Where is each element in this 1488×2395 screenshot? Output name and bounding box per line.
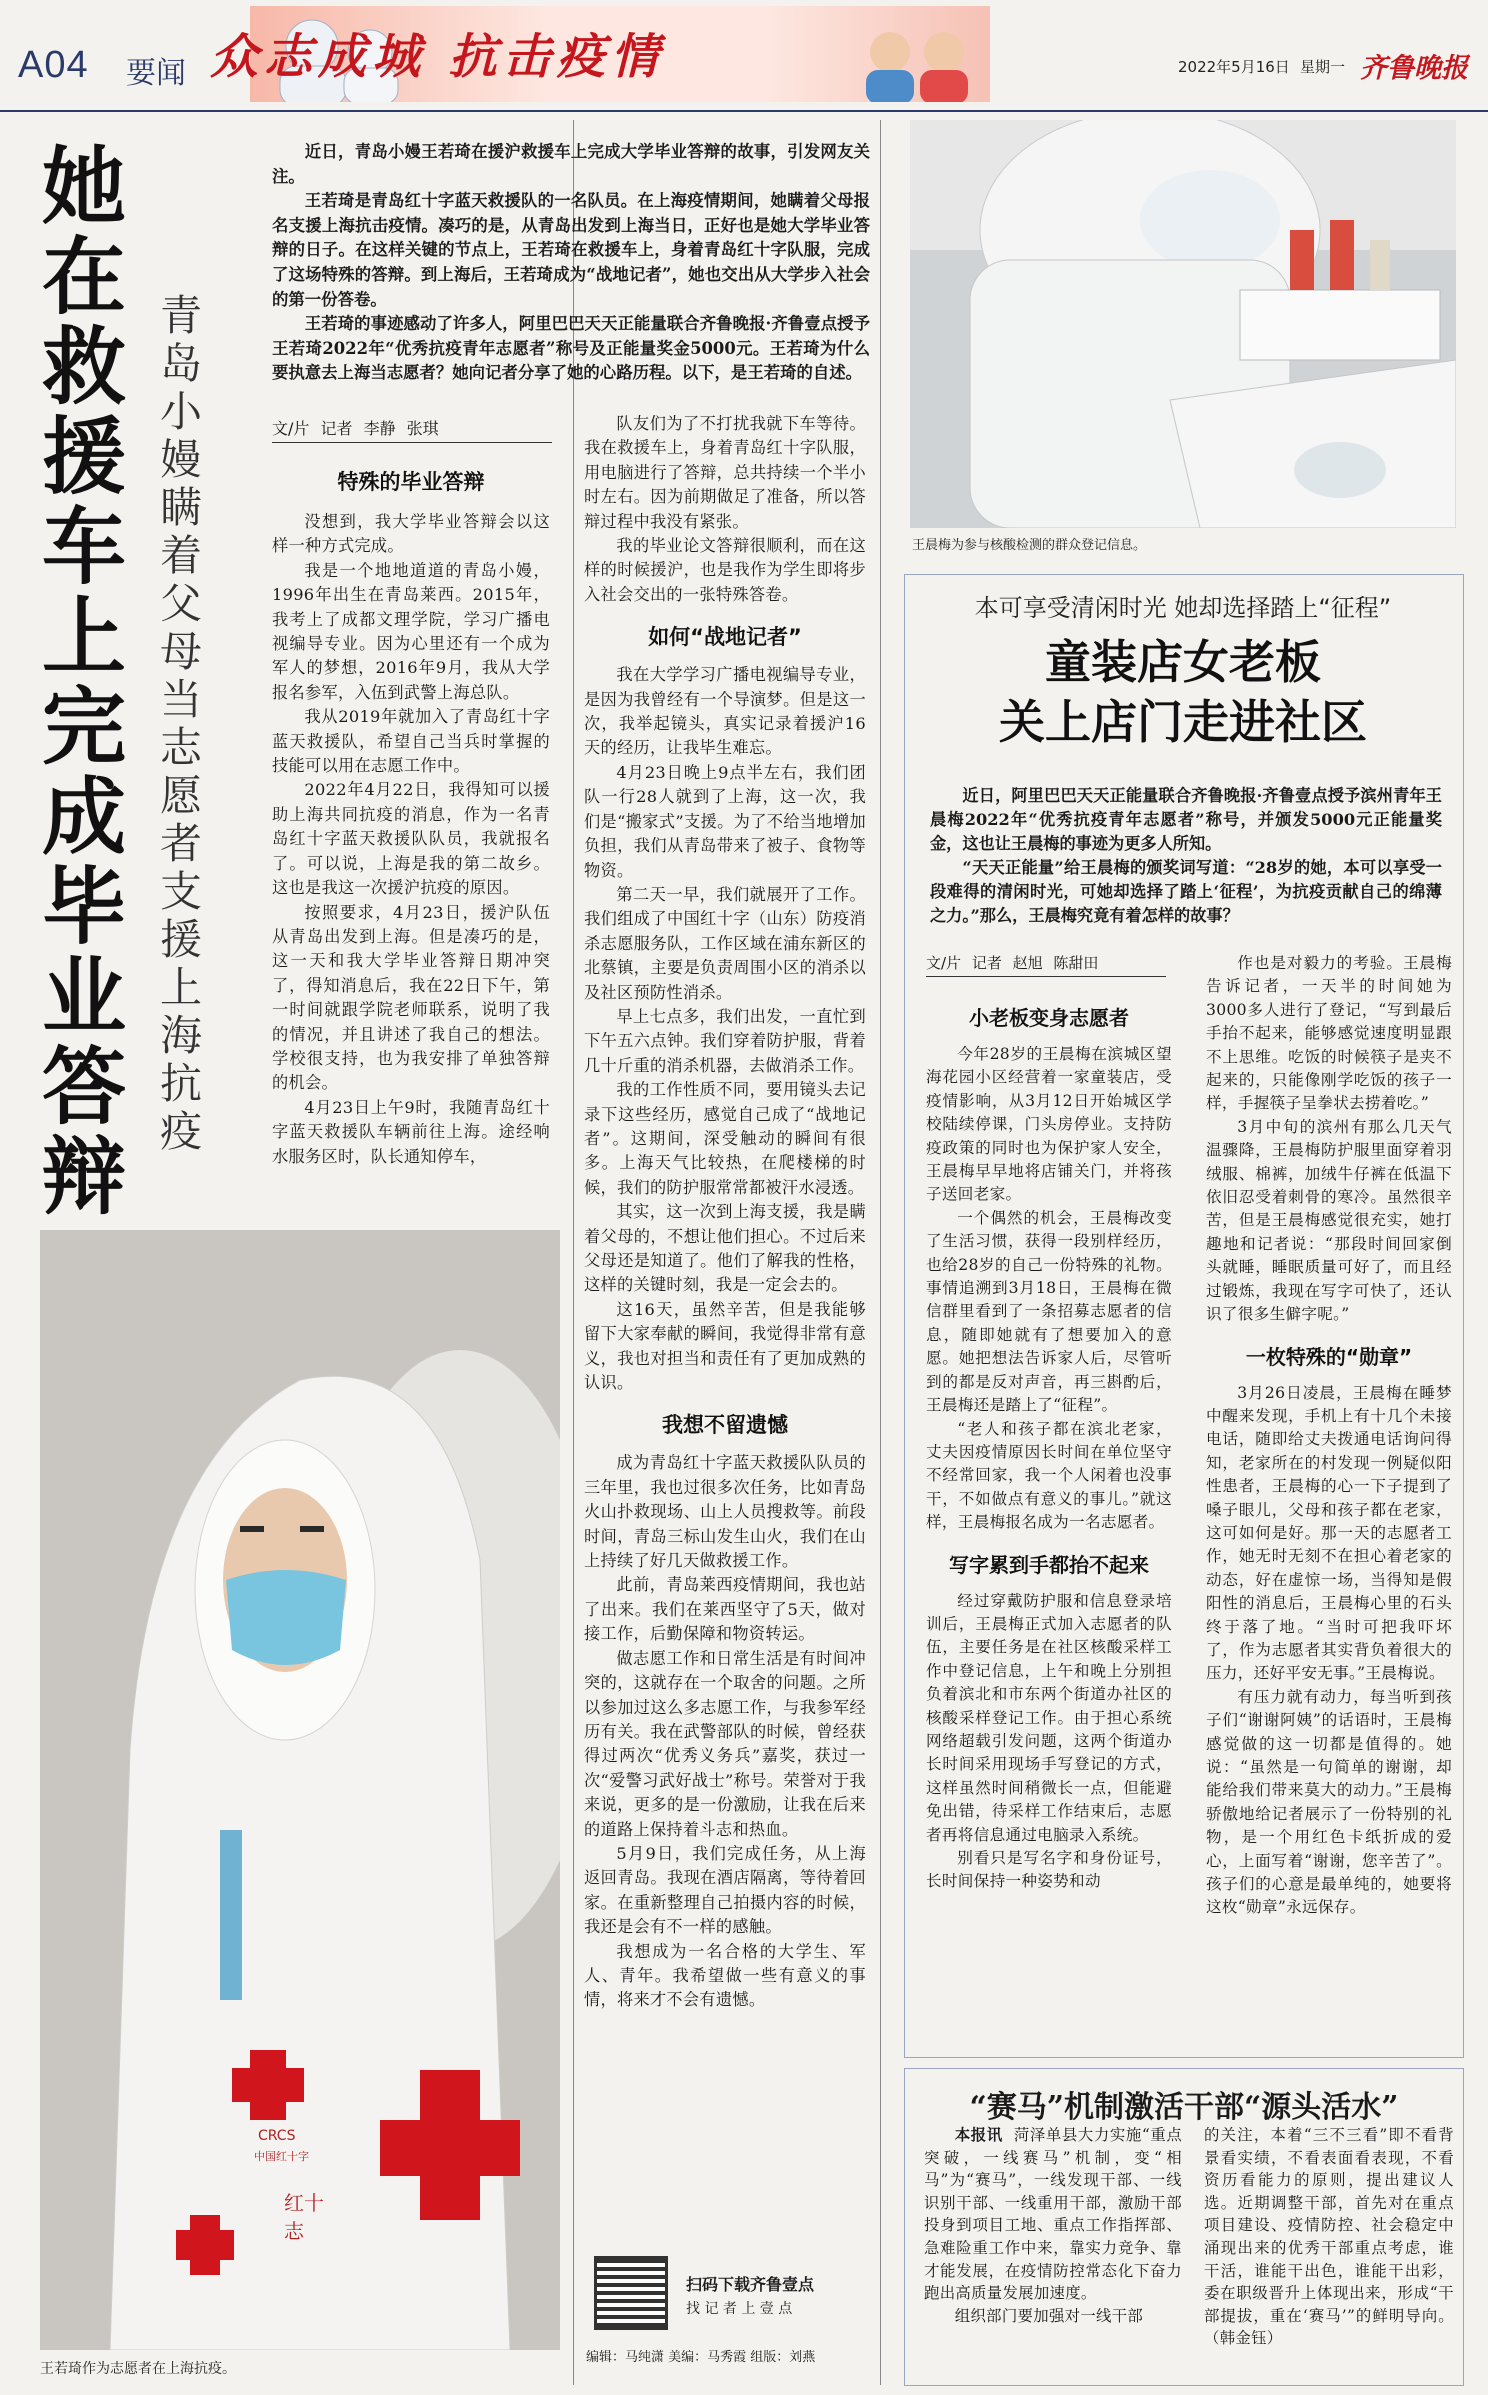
main-intro xyxy=(272,140,870,386)
main-column-b xyxy=(584,412,866,2013)
volunteer-illustration xyxy=(40,1230,560,2350)
banner-slogan: 众志成城 抗击疫情 xyxy=(210,29,665,85)
intro-paragraph: “天天正能量”给王晨梅的颁奖词写道：“28岁的她，本可以享受一段难得的清闲时光，可她却选择了踏上‘征程’，为抗疫贡献自己的绵薄之力。”那么，王晨梅究竟有着怎样的故事？ xyxy=(930,858,1442,925)
headline-line: 关上店门走进社区 xyxy=(999,695,1367,749)
main-photo-caption: 王若琦作为志愿者在上海抗疫。 xyxy=(40,2361,236,2377)
header-rule xyxy=(0,110,1488,112)
main-photo xyxy=(40,1230,560,2350)
main-subhead: 青岛小嫚瞒着父母当志愿者支援上海抗疫 xyxy=(160,291,203,1156)
brief-author: （韩金钰） xyxy=(1204,2329,1283,2348)
paragraph: 别看只是写名字和身份证号，长时间保持一种姿势和动 xyxy=(926,1849,1172,1891)
paragraph: 我的工作性质不同，要用镜头去记录下这些经历，感觉自己成了“战地记者”。这期间，深受触动的瞬间有很多。上海天气比较热，在爬楼梯的时候，我们的防护服常常都被汗水浸透。 xyxy=(584,1080,866,1197)
paragraph: 这16天，虽然辛苦，但是我能够留下大家奉献的瞬间，我觉得非常有意义，我也对担当和责任有了更加成熟的认识。 xyxy=(584,1299,866,1393)
column-divider xyxy=(573,120,574,2385)
brief-text: 菏泽单县大力实施“重点突破，一线赛马”机制，变“相马”为“赛马”，一线发现干部、一线识别干部、一线重用干部，激励干部投身到项目工地、重点工作指挥部、急难险重工作中来，靠实力竞争、靠才能发展，在疫情防控常态化下奋力跑出高质量发展加速度。 xyxy=(924,2126,1183,2303)
paragraph: 3月中旬的滨州有那么几天气温骤降，王晨梅防护服里面穿着羽绒服、棉裤，加绒牛仔裤在低温下依旧忍受着刺骨的寒冷。虽然很辛苦，但是王晨梅感觉很充实，她打趣地和记者说：“那段时间回家倒头就睡，睡眠质量可好了，而且经过锻炼，我现在写字可快了，还认识了很多生僻字呢。” xyxy=(1206,1117,1452,1324)
column-divider xyxy=(880,120,881,2385)
brief-text: 的关注，本着“三不三看”即不看背景看实绩，不看表面看表现，不看资历看能力的原则，提出建议人选。近期调整干部，首先对在重点项目建设、疫情防控、社会稳定中涌现出来的优秀干部重点考虑，谁干活，谁能干出色，谁能干出彩，委在职级晋升上体现出来，形成“干部提拔，重在‘赛马’”的鲜明导向。 xyxy=(1204,2126,1454,2325)
qr-sub: 找 记 者 上 壹 点 xyxy=(686,2301,793,2317)
vest-text: 红十 xyxy=(284,2191,324,2215)
right-photo-caption: 王晨梅为参与核酸检测的群众登记信息。 xyxy=(912,538,1147,553)
paragraph: 2022年4月22日，我得知可以援助上海共同抗疫的消息，作为一名青岛红十字蓝天救援队队员，我就报名了。可以说，上海是我的第二故乡。这也是我这一次援沪抗疫的原因。 xyxy=(272,780,550,898)
paragraph: 此前，青岛莱西疫情期间，我也站了出来。我们在莱西坚守了5天，做对接工作，后勤保障和物资转运。 xyxy=(584,1575,866,1644)
subheading: 小老板变身志愿者 xyxy=(969,1006,1129,1030)
right-photo xyxy=(910,120,1456,528)
section-label: 要闻 xyxy=(126,56,186,91)
paragraph: 我想成为一名合格的大学生、军人、青年。我希望做一些有意义的事情，将来才不会有遗憾。 xyxy=(584,1941,866,2010)
paragraph: 作也是对毅力的考验。王晨梅告诉记者，一天半的时间她为3000多人进行了登记，“写到最后手抬不起来，能够感觉速度明显跟不上思维。吃饭的时候筷子是夹不起来的，只能像刚学吃饭的孩子一样，手握筷子呈拳状去捞着吃。” xyxy=(1206,954,1452,1113)
paragraph: “老人和孩子都在滨北老家，丈夫因疫情原因长时间在单位坚守不经常回家，我一个人闲着也没事干，不如做点有意义的事儿。”就这样，王晨梅报名成为一名志愿者。 xyxy=(926,1419,1172,1532)
paragraph xyxy=(1204,2124,1454,2350)
right-kicker: 本可享受清闲时光 她却选择踏上“征程” xyxy=(974,594,1392,622)
byline-rule xyxy=(926,976,1166,977)
editors: 编辑：马纯潇 美编：马秀霞 组版：刘燕 xyxy=(586,2350,816,2365)
issue-weekday: 星期一 xyxy=(1300,58,1346,76)
main-headline: 她在救援车上完成毕业答辩 xyxy=(42,137,127,1226)
brief-headline: “赛马”机制激活干部“源头活水” xyxy=(969,2090,1399,2125)
intro-paragraph: 近日，阿里巴巴天天正能量联合齐鲁晚报·齐鲁壹点授予滨州青年王晨梅2022年“优秀抗疫青年志愿者”称号，并颁发5000元正能量奖金，这也让王晨梅的事迹为更多人所知。 xyxy=(930,786,1442,853)
right-byline: 文/片 记者 赵旭 陈甜田 xyxy=(926,954,1099,972)
paragraph: 组织部门要加强对一线干部 xyxy=(954,2306,1144,2325)
paragraph: 一个偶然的机会，王晨梅改变了生活习惯，获得一段别样经历，也给28岁的自己一份特殊的礼物。事情追溯到3月18日，王晨梅在微信群里看到了一条招募志愿者的信息，随即她就有了想要加入的意愿。她把想法告诉家人后，尽管听到的都是反对声音，再三斟酌后，王晨梅还是踏上了“征程”。 xyxy=(926,1208,1172,1415)
intro-paragraph: 王若琦的事迹感动了许多人，阿里巴巴天天正能量联合齐鲁晚报·齐鲁壹点授予王若琦2022年“优秀抗疫青年志愿者”称号及正能量奖金5000元。王若琦为什么要执意去上海当志愿者？她向记者分享了她的心路历程。以下，是王若琦的自述。 xyxy=(272,314,870,383)
qr-label: 扫码下载齐鲁壹点 xyxy=(686,2275,815,2294)
paragraph: 4月23日上午9时，我随青岛红十字蓝天救援队车辆前往上海。途经响水服务区时，队长通知停车， xyxy=(272,1097,550,1166)
registration-illustration xyxy=(910,120,1456,528)
paragraph: 第二天一早，我们就展开了工作。我们组成了中国红十字（山东）防疫消杀志愿服务队，工作区域在浦东新区的北蔡镇，主要是负责周围小区的消杀以及社区预防性消杀。 xyxy=(584,884,866,1002)
intro-paragraph: 王若琦是青岛红十字蓝天救援队的一名队员。在上海疫情期间，她瞒着父母报名支援上海抗击疫情。凑巧的是，从青岛出发到上海当日，正好也是她大学毕业答辩的日子。在这样关键的节点上，王若琦在救援车上，身着青岛红十字队服，完成了这场特殊的答辩。到上海后，王若琦成为“战地记者”，她也交出从大学步入社会的第一份答卷。 xyxy=(272,191,870,309)
subheading: 我想不留遗憾 xyxy=(662,1413,788,1438)
paragraph: 有压力就有动力，每当听到孩子们“谢谢阿姨”的话语时，王晨梅感觉做的这一切都是值得的。她说：“虽然是一句简单的谢谢，却能给我们带来莫大的动力。”王晨梅骄傲地给记者展示了一份特别的礼物，是一个用红色卡纸折成的爱心，上面写着“谢谢，您辛苦了”。孩子们的心意是最单纯的，她要将这枚“勋章”永远保存。 xyxy=(1206,1687,1452,1917)
right-intro xyxy=(930,784,1442,928)
brief-column-2 xyxy=(1204,2124,1454,2350)
paper-name: 齐鲁晚报 xyxy=(1360,53,1468,84)
paragraph: 经过穿戴防护服和信息登录培训后，王晨梅正式加入志愿者的队伍，主要任务是在社区核酸采样工作中登记信息，上午和晚上分别担负着滨北和市东两个街道办社区的核酸采样登记工作。由于担心系统网络超载引发问题，这两个街道办长时间采用现场手写登记的方式，这样虽然时间稍微长一点，但能避免出错，待采样工作结束后，志愿者再将信息通过电脑录入系统。 xyxy=(926,1591,1172,1844)
paragraph: 其实，这一次到上海支援，我是瞒着父母的，不想让他们担心。不过后来父母还是知道了。他们了解我的性格，这样的关键时刻，我是一定会去的。 xyxy=(584,1202,866,1295)
right-headline xyxy=(908,632,1458,752)
paragraph: 今年28岁的王晨梅在滨城区望海花园小区经营着一家童装店，受疫情影响，从3月12日开始城区学校陆续停课，门头房停业。支持防疫政策的同时也为保护家人安全，王晨梅早早地将店铺关门，并将孩子送回老家。 xyxy=(926,1045,1172,1204)
paragraph: 做志愿工作和日常生活是有时间冲突的，这就存在一个取舍的问题。之所以参加过这么多志愿工作，与我参军经历有关。我在武警部队的时候，曾经获得过两次“优秀义务兵”嘉奖，获过一次“爱警习武好战士”称号。荣誉对于我来说，更多的是一份激励，让我在后来的道路上保持着斗志和热血。 xyxy=(584,1648,866,1839)
right-column-c xyxy=(926,992,1172,1894)
vest-text: 中国红十字 xyxy=(254,2150,309,2163)
main-byline: 文/片 记者 李静 张琪 xyxy=(272,419,439,438)
subheading: 特殊的毕业答辩 xyxy=(337,470,485,494)
byline-rule xyxy=(272,442,552,443)
vest-text: 志 xyxy=(284,2219,304,2243)
paragraph: 我的毕业论文答辩很顺利，而在这样的时候援沪，也是我作为学生即将步入社会交出的一张特殊答卷。 xyxy=(584,536,866,604)
paragraph: 按照要求，4月23日，援沪队伍从青岛出发到上海。但是凑巧的是，这一天和我大学毕业答辩日期冲突了，得知消息后，我在22日下午，第一时间就跟学院老师联系，说明了我的情况，并且讲述了我自己的想法。学校很支持，也为我安排了单独答辩的机会。 xyxy=(272,902,550,1093)
paragraph: 3月26日凌晨，王晨梅在睡梦中醒来发现，手机上有十几个未接电话，随即给丈夫拨通电话询问得知，老家所在的村发现一例疑似阳性患者，王晨梅的心一下子提到了嗓子眼儿，父母和孩子都在老家，这可如何是好。那一天的志愿者工作，她无时无刻不在担心着老家的动态，好在虚惊一场，当得知是假阳性的消息后，王晨梅心里的石头终于落了地。“当时可把我吓坏了，作为志愿者其实背负着很大的压力，还好平安无事。”王晨梅说。 xyxy=(1206,1383,1452,1683)
subheading: 写字累到手都抬不起来 xyxy=(949,1552,1149,1577)
headline-line: 童装店女老板 xyxy=(1045,635,1321,689)
vest-text: CRCS xyxy=(258,2128,296,2144)
qr-block xyxy=(586,2250,866,2370)
issue-date: 2022年5月16日 xyxy=(1178,58,1290,76)
qr-code-icon[interactable] xyxy=(594,2256,668,2330)
subheading: 一枚特殊的“勋章” xyxy=(1245,1344,1413,1369)
paragraph: 我在大学学习广播电视编导专业，是因为我曾经有一个导演梦。但是这一次，我举起镜头，真实记录着援沪16天的经历，让我毕生难忘。 xyxy=(584,665,866,758)
subheading: 如何“战地记者” xyxy=(648,625,802,650)
right-column-d xyxy=(1206,952,1452,1920)
paragraph: 成为青岛红十字蓝天救援队队员的三年里，我也过很多次任务，比如青岛火山扑救现场、山上人员搜救等。前段时间，青岛三标山发生山火，我们在山上持续了好几天做救援工作。 xyxy=(584,1453,866,1571)
paragraph: 5月9日，我们完成任务，从上海返回青岛。我现在酒店隔离，等待着回家。在重新整理自己拍摄内容的时候，我还是会有不一样的感触。 xyxy=(584,1843,866,1937)
intro-paragraph: 近日，青岛小嫚王若琦在援沪救援车上完成大学毕业答辩的故事，引发网友关注。 xyxy=(272,142,870,186)
paragraph: 我从2019年就加入了青岛红十字蓝天救援队，希望自己当兵时掌握的技能可以用在志愿工作中。 xyxy=(272,707,550,776)
paragraph: 我是一个地地道道的青岛小嫚，1996年出生在青岛莱西。2015年，我考上了成都文理学院，学习广播电视编导专业。因为心里还有一个成为军人的梦想，2016年9月，我从大学报名参军，入伍到武警上海总队。 xyxy=(272,560,550,702)
paragraph: 4月23日晚上9点半左右，我们团队一行28人就到了上海，这一次，我们是“搬家式”支援。为了不给当地增加负担，我们从青岛带来了被子、食物等物资。 xyxy=(584,762,866,880)
paragraph: 队友们为了不打扰我就下车等待。我在救援车上，身着青岛红十字队服，用电脑进行了答辩，总共持续一个半小时左右。因为前期做足了准备，所以答辩过程中我没有紧张。 xyxy=(584,414,866,531)
main-column-a xyxy=(272,456,550,1169)
paragraph: 早上七点多，我们出发，一直忙到下午五六点钟。我们穿着防护服，背着几十斤重的消杀机器，去做消杀工作。 xyxy=(584,1006,866,1075)
brief-lead: 本报讯 xyxy=(954,2126,1003,2144)
paragraph xyxy=(924,2124,1182,2305)
brief-column-1 xyxy=(924,2124,1182,2327)
page-number: A04 xyxy=(18,44,89,86)
paragraph: 没想到，我大学毕业答辩会以这样一种方式完成。 xyxy=(272,512,550,556)
